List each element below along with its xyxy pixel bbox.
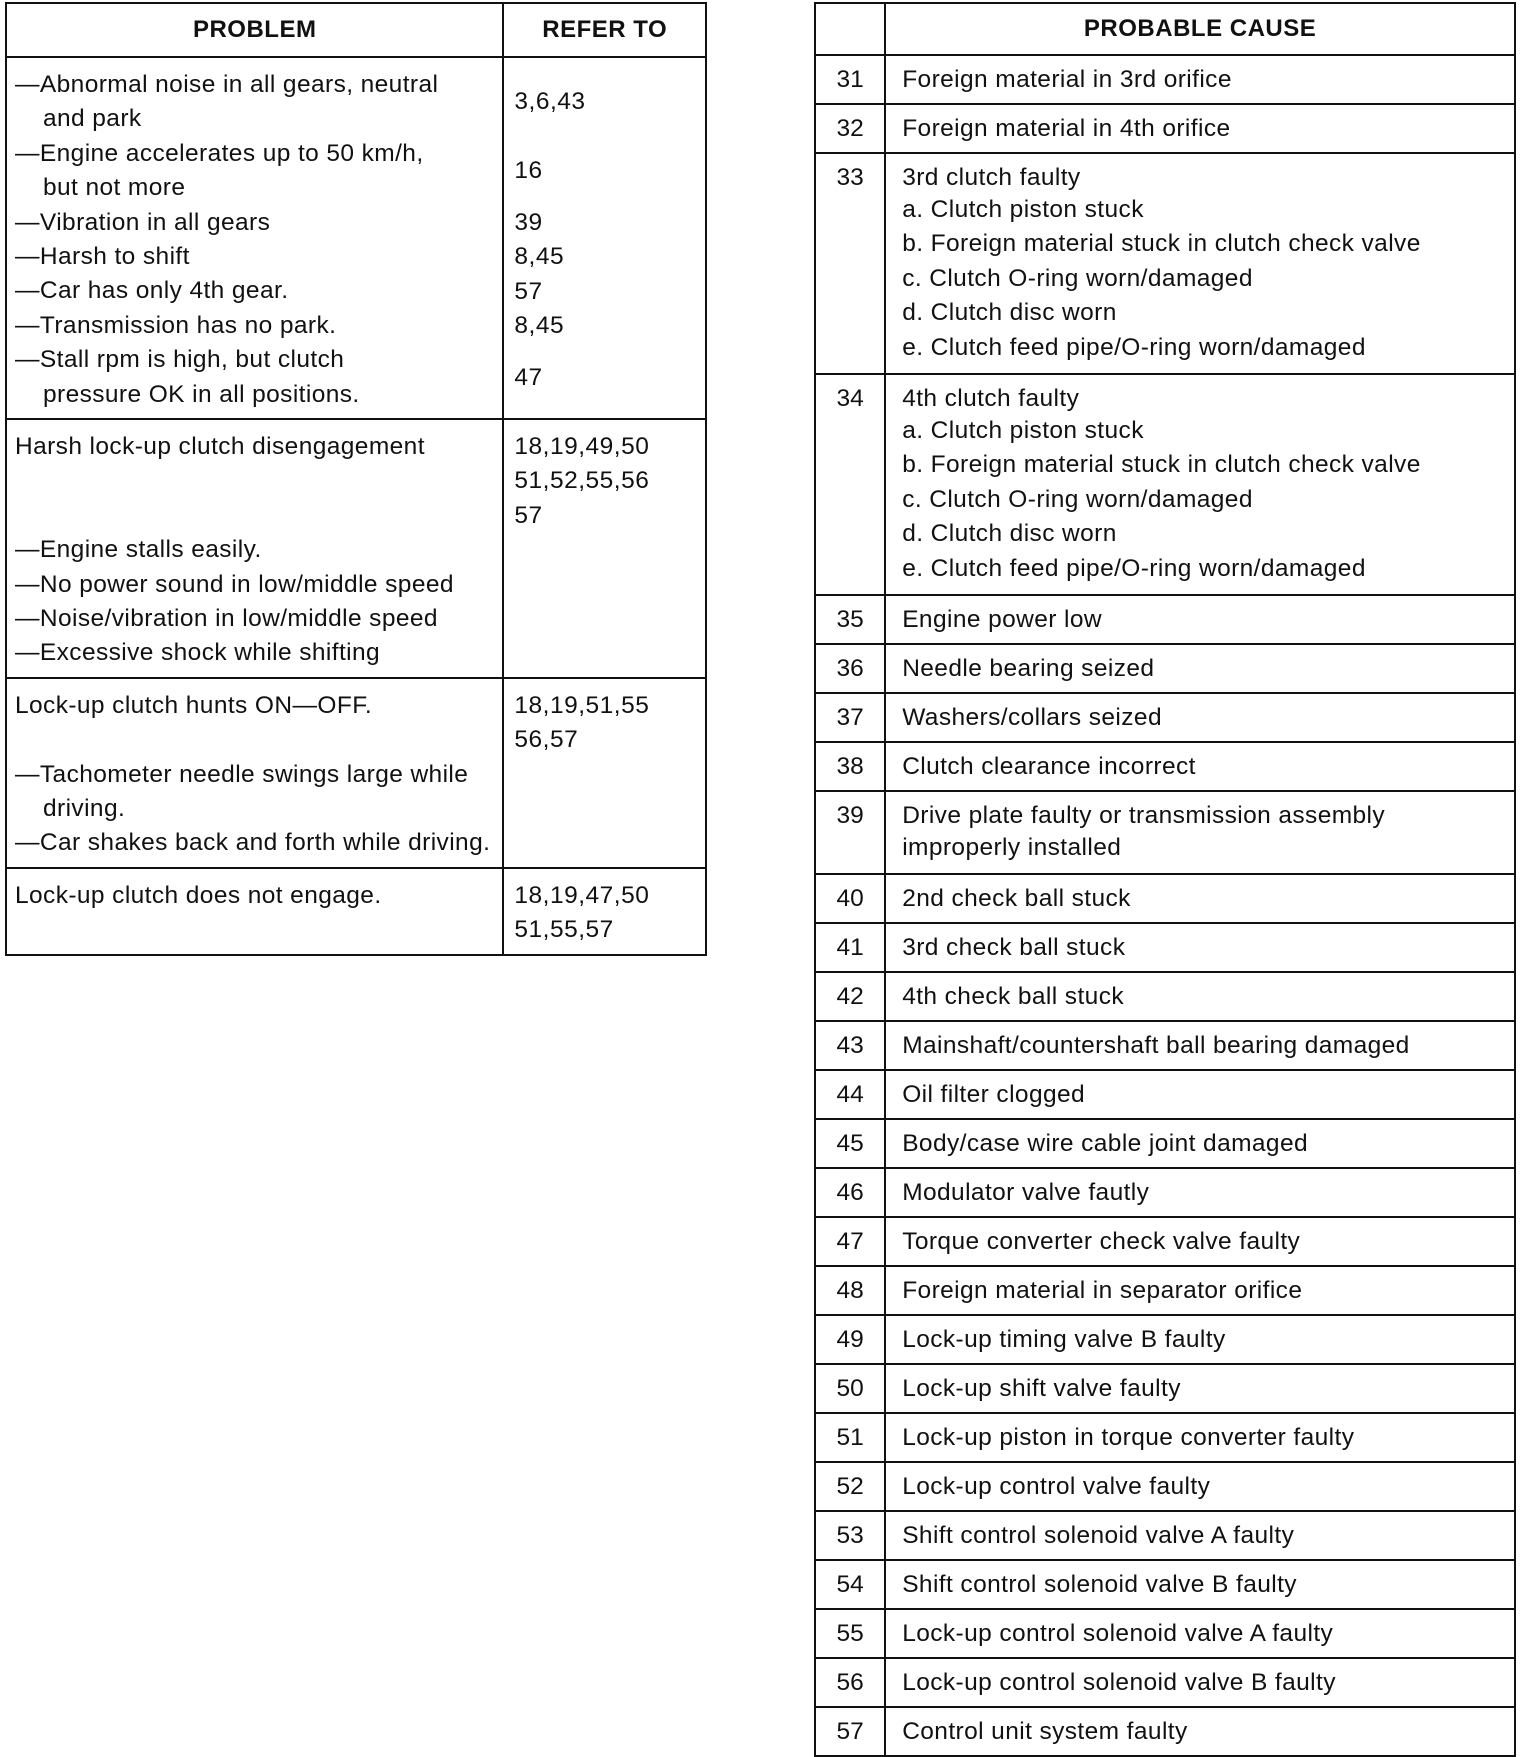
cause-number: 51: [815, 1413, 885, 1462]
cause-number: 31: [815, 55, 885, 104]
cause-number: 41: [815, 923, 885, 972]
cause-cell: [885, 972, 1515, 1021]
problem-symptom: —Car shakes back and forth while driving.: [15, 829, 491, 857]
number-header: [815, 3, 885, 55]
refer-value: 16: [514, 157, 543, 185]
cause-cell: [885, 1609, 1515, 1658]
cause-row: [815, 1119, 1515, 1168]
cause-number: 54: [815, 1560, 885, 1609]
cause-subitem: e. Clutch feed pipe/O-ring worn/damaged: [902, 554, 1366, 582]
cause-cell: [885, 1070, 1515, 1119]
problem-title: Lock-up clutch hunts ON—OFF.: [15, 691, 373, 719]
cause-row: [815, 595, 1515, 644]
cause-text: 3rd clutch faulty: [902, 164, 1081, 191]
cause-cell: [885, 1707, 1515, 1756]
cause-row: [815, 1707, 1515, 1756]
refer-value: 3,6,43: [514, 88, 586, 116]
problem-text: —Harsh to shift: [15, 243, 190, 271]
cause-text: Mainshaft/countershaft ball bearing damaged: [902, 1032, 1410, 1060]
cause-row: [815, 374, 1515, 595]
refer-value: 51,52,55,56: [514, 467, 650, 495]
cause-cell: [885, 1560, 1515, 1609]
cause-cell: [885, 791, 1515, 874]
refer-entry: [514, 309, 695, 343]
cause-cell: [885, 644, 1515, 693]
cause-text: Shift control solenoid valve B faulty: [902, 1571, 1297, 1599]
cause-text: Lock-up control solenoid valve B faulty: [902, 1669, 1336, 1697]
cause-text: Needle bearing seized: [902, 655, 1155, 683]
cause-number: 42: [815, 972, 885, 1021]
refer-entry: [514, 137, 695, 206]
cause-cell: [885, 874, 1515, 923]
cause-number: 37: [815, 693, 885, 742]
cause-cell: [885, 1119, 1515, 1168]
cause-subitem: improperly installed: [902, 834, 1122, 862]
cause-number: 43: [815, 1021, 885, 1070]
cause-row: [815, 874, 1515, 923]
refer-value: 18,19,47,50: [514, 881, 650, 909]
cause-text: Engine power low: [902, 606, 1102, 634]
cause-subitem: e. Clutch feed pipe/O-ring worn/damaged: [902, 333, 1366, 361]
problem-symptom: —Excessive shock while shifting: [15, 639, 381, 667]
refer-value: 18,19,49,50: [514, 433, 650, 461]
cause-text: Lock-up piston in torque converter faulty: [902, 1424, 1355, 1452]
problem-symptom: —No power sound in low/middle speed: [15, 570, 454, 598]
probable-cause-header: PROBABLE CAUSE: [885, 3, 1515, 55]
cause-row: [815, 1658, 1515, 1707]
problem-entry: [15, 137, 494, 206]
problem-cell: [6, 868, 503, 955]
cause-cell: [885, 595, 1515, 644]
cause-row: [815, 1511, 1515, 1560]
cause-text: Washers/collars seized: [902, 704, 1162, 732]
refer-entry: [514, 68, 695, 137]
refer-value: 57: [514, 277, 543, 305]
problem-cell: [6, 678, 503, 868]
cause-cell: [885, 742, 1515, 791]
cause-text: Oil filter clogged: [902, 1081, 1086, 1109]
cause-row: [815, 791, 1515, 874]
cause-cell: [885, 153, 1515, 374]
cause-cell: [885, 1462, 1515, 1511]
refer-value: 39: [514, 208, 543, 236]
problem-entry: [15, 240, 494, 274]
cause-cell: [885, 1217, 1515, 1266]
cause-text: 4th check ball stuck: [902, 983, 1124, 1011]
cause-cell: [885, 693, 1515, 742]
cause-text: Foreign material in 3rd orifice: [902, 66, 1232, 93]
cause-table-header: [815, 3, 1515, 55]
cause-row: [815, 1462, 1515, 1511]
cause-text: Foreign material in separator orifice: [902, 1277, 1303, 1305]
cause-number: 39: [815, 791, 885, 874]
problem-text-continued: and park: [43, 105, 142, 133]
cause-row: [815, 1364, 1515, 1413]
refer-cell: [503, 57, 706, 419]
problem-title: Harsh lock-up clutch disengagement: [15, 433, 425, 461]
problem-title: Lock-up clutch does not engage.: [15, 881, 382, 909]
cause-row: [815, 104, 1515, 153]
problem-entry: [15, 206, 494, 240]
cause-row: [815, 1070, 1515, 1119]
cause-cell: [885, 1511, 1515, 1560]
refer-value: 51,55,57: [514, 916, 614, 944]
cause-subitem: d. Clutch disc worn: [902, 520, 1117, 548]
refer-entry: [514, 343, 695, 412]
refer-entry: [514, 206, 695, 240]
cause-cell: [885, 1413, 1515, 1462]
cause-text: Lock-up timing valve B faulty: [902, 1326, 1226, 1354]
problem-symptom: —Noise/vibration in low/middle speed: [15, 605, 438, 633]
cause-number: 38: [815, 742, 885, 791]
problem-text: —Stall rpm is high, but clutch: [15, 346, 345, 374]
refer-value: 8,45: [514, 243, 565, 271]
refer-entry: [514, 240, 695, 274]
cause-number: 34: [815, 374, 885, 595]
cause-number: 35: [815, 595, 885, 644]
problem-header: PROBLEM: [6, 3, 503, 57]
cause-text: Control unit system faulty: [902, 1718, 1188, 1746]
problem-table-header: [6, 3, 706, 57]
cause-row: [815, 153, 1515, 374]
problem-entry: [15, 309, 494, 343]
cause-subitem: d. Clutch disc worn: [902, 299, 1117, 327]
cause-row: [815, 1266, 1515, 1315]
probable-cause-table: [814, 2, 1516, 1757]
cause-text: Modulator valve fautly: [902, 1179, 1150, 1207]
cause-number: 56: [815, 1658, 885, 1707]
cause-cell: [885, 1364, 1515, 1413]
refer-cell: [503, 419, 706, 678]
cause-row: [815, 1168, 1515, 1217]
cause-row: [815, 1217, 1515, 1266]
cause-row: [815, 693, 1515, 742]
cause-number: 55: [815, 1609, 885, 1658]
problem-text-continued: pressure OK in all positions.: [43, 380, 360, 408]
cause-number: 48: [815, 1266, 885, 1315]
cause-text: Clutch clearance incorrect: [902, 753, 1196, 781]
refer-value: 56,57: [514, 726, 579, 754]
refer-value: 57: [514, 501, 543, 529]
cause-text: Drive plate faulty or transmission assembly: [902, 802, 1386, 830]
cause-row: [815, 644, 1515, 693]
problem-group-row: [6, 678, 706, 868]
problem-entry: [15, 274, 494, 308]
cause-subitem: c. Clutch O-ring worn/damaged: [902, 485, 1253, 513]
refer-to-header: REFER TO: [503, 3, 706, 57]
refer-cell: [503, 678, 706, 868]
cause-number: 36: [815, 644, 885, 693]
cause-subitem: b. Foreign material stuck in clutch check valve: [902, 451, 1421, 479]
cause-number: 33: [815, 153, 885, 374]
cause-cell: [885, 1266, 1515, 1315]
cause-cell: [885, 923, 1515, 972]
cause-cell: [885, 1168, 1515, 1217]
cause-number: 32: [815, 104, 885, 153]
cause-text: Torque converter check valve faulty: [902, 1228, 1301, 1256]
cause-row: [815, 923, 1515, 972]
problem-text: —Transmission has no park.: [15, 311, 337, 339]
cause-number: 44: [815, 1070, 885, 1119]
cause-number: 49: [815, 1315, 885, 1364]
cause-text: Lock-up shift valve faulty: [902, 1375, 1181, 1403]
cause-cell: [885, 1315, 1515, 1364]
problem-cell: [6, 419, 503, 678]
cause-number: 45: [815, 1119, 885, 1168]
cause-row: [815, 972, 1515, 1021]
cause-row: [815, 742, 1515, 791]
cause-cell: [885, 104, 1515, 153]
problem-symptom: —Tachometer needle swings large while driving.: [15, 760, 469, 823]
cause-text: Foreign material in 4th orifice: [902, 115, 1231, 142]
cause-row: [815, 1560, 1515, 1609]
cause-number: 53: [815, 1511, 885, 1560]
cause-number: 57: [815, 1707, 885, 1756]
problem-table: [5, 2, 707, 956]
cause-subitem: a. Clutch piston stuck: [902, 196, 1144, 223]
refer-value: 18,19,51,55: [514, 691, 650, 719]
cause-cell: [885, 1021, 1515, 1070]
problem-symptom: —Engine stalls easily.: [15, 536, 262, 564]
cause-subitem: b. Foreign material stuck in clutch check valve: [902, 230, 1421, 258]
cause-number: 40: [815, 874, 885, 923]
cause-text: 2nd check ball stuck: [902, 885, 1131, 913]
problem-text-continued: but not more: [43, 174, 186, 202]
cause-subitem: a. Clutch piston stuck: [902, 417, 1144, 445]
cause-text: Lock-up control valve faulty: [902, 1473, 1211, 1501]
problem-cell: [6, 57, 503, 419]
cause-number: 46: [815, 1168, 885, 1217]
problem-text: —Car has only 4th gear.: [15, 277, 289, 305]
refer-value: 8,45: [514, 311, 565, 339]
cause-cell: [885, 374, 1515, 595]
cause-text: Shift control solenoid valve A faulty: [902, 1522, 1295, 1550]
cause-row: [815, 55, 1515, 104]
problem-group-row: [6, 868, 706, 955]
problem-entry: [15, 343, 494, 412]
cause-subitem: c. Clutch O-ring worn/damaged: [902, 264, 1253, 292]
problem-text: —Abnormal noise in all gears, neutral: [15, 71, 439, 98]
cause-number: 50: [815, 1364, 885, 1413]
problem-group-row: [6, 419, 706, 678]
problem-text: —Engine accelerates up to 50 km/h,: [15, 139, 424, 167]
refer-value: 47: [514, 363, 543, 391]
problem-group-row: [6, 57, 706, 419]
cause-cell: [885, 55, 1515, 104]
cause-row: [815, 1413, 1515, 1462]
cause-row: [815, 1021, 1515, 1070]
refer-cell: [503, 868, 706, 955]
problem-text: —Vibration in all gears: [15, 208, 271, 236]
cause-row: [815, 1315, 1515, 1364]
cause-number: 52: [815, 1462, 885, 1511]
cause-text: 3rd check ball stuck: [902, 934, 1126, 962]
cause-row: [815, 1609, 1515, 1658]
cause-text: 4th clutch faulty: [902, 385, 1080, 413]
cause-cell: [885, 1658, 1515, 1707]
cause-number: 47: [815, 1217, 885, 1266]
problem-entry: [15, 68, 494, 137]
refer-entry: [514, 274, 695, 308]
cause-text: Body/case wire cable joint damaged: [902, 1130, 1309, 1158]
cause-text: Lock-up control solenoid valve A faulty: [902, 1620, 1334, 1648]
